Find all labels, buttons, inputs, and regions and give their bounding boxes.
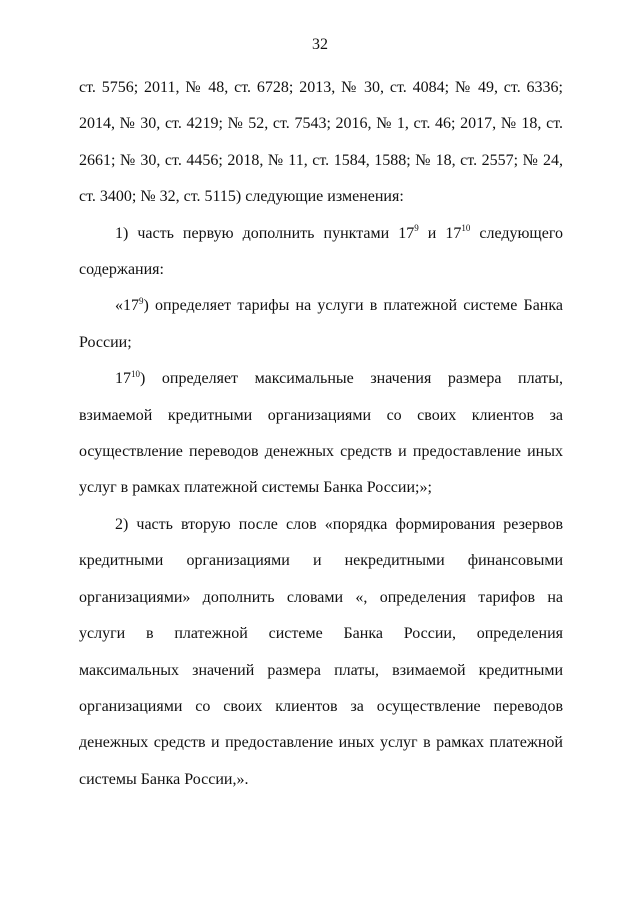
paragraph-point-17-9-text-b: ) определяет тарифы на услуги в платежной системе Банка России; (79, 297, 563, 351)
paragraph-item-1-text-c: следующего содержания: (79, 224, 564, 279)
paragraph-point-17-10-text-b: ) определяет максимальные значения размера платы, взимаемой кредитными организациями со своих клиентов за осуществление переводов денежных средств и предоставление иных услуг в рамках платежной системы Банка России;»; (79, 370, 563, 497)
document-body (79, 70, 563, 798)
paragraph-item-1 (79, 216, 563, 289)
superscript-9: 9 (414, 222, 419, 233)
paragraph-point-17-10-text-a: 17 (115, 370, 131, 388)
paragraph-point-17-9 (79, 288, 563, 361)
paragraph-citations: ст. 5756; 2011, № 48, ст. 6728; 2013, № 30, ст. 4084; № 49, ст. 6336; 2014, № 30, ст. 4219; № 52, ст. 7543; 2016, № 1, ст. 46; 2017, № 18, ст. 2661; № 30, ст. 4456; 2018, № 11, ст. 1584, 1588; № 18, ст. 2557; № 24, ст. 3400; № 32, ст. 5115) следующие изменения: (79, 79, 563, 206)
superscript-10: 10 (461, 222, 471, 233)
superscript-10: 10 (131, 368, 140, 379)
paragraph-item-1-text-b: и 17 (418, 224, 462, 242)
paragraph-item-2: 2) часть вторую после слов «порядка формирования резервов кредитными организациями и некредитными финансовыми организациями» дополнить словами «, определения тарифов на услуги в платежной системе Банка России, определения максимальных значений размера платы, взимаемой кредитными организациями со своих клиентов за осуществление переводов денежных средств и предоставление иных услуг в рамках платежной системы Банка России,». (79, 515, 563, 788)
paragraph-point-17-10 (79, 361, 563, 507)
paragraph-point-17-9-text-a: «17 (115, 297, 139, 315)
superscript-9: 9 (139, 295, 144, 306)
page-number: 32 (312, 36, 328, 53)
paragraph-item-1-text-a: 1) часть первую дополнить пунктами 17 (115, 224, 415, 242)
